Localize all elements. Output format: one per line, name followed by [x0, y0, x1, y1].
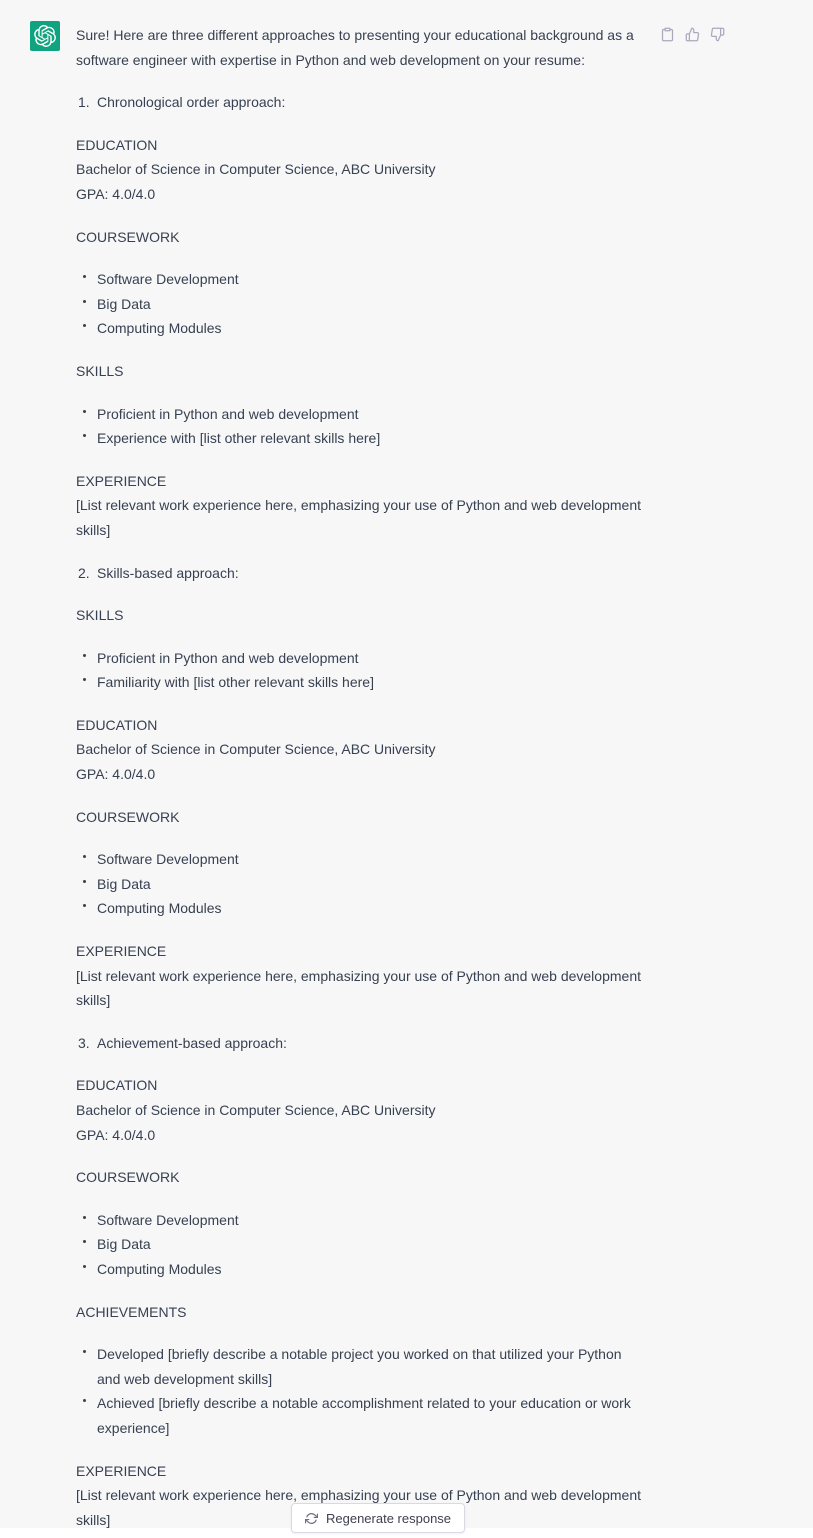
approach-title: Skills-based approach: — [97, 564, 239, 581]
regenerate-button[interactable] — [291, 1503, 465, 1533]
bullet-dot-icon — [83, 434, 86, 437]
bullet-text: Achieved [briefly describe a notable accomplishment related to your education or work experience] — [97, 1395, 631, 1436]
approach-item — [76, 90, 642, 115]
bullet-list — [76, 267, 642, 341]
bullet-item — [76, 292, 642, 317]
section-line: Bachelor of Science in Computer Science, ABC University — [76, 741, 436, 758]
section-paragraph — [76, 1165, 642, 1190]
bullet-text: Big Data — [97, 1236, 151, 1253]
section-heading: EXPERIENCE — [76, 1462, 167, 1479]
message-actions — [660, 27, 725, 42]
section-paragraph — [76, 805, 642, 830]
bullet-dot-icon — [83, 324, 86, 327]
section-paragraph — [76, 359, 642, 384]
bullet-item — [76, 872, 642, 897]
regenerate-label: Regenerate response — [326, 1510, 452, 1526]
bullet-item — [76, 426, 642, 451]
bullet-dot-icon — [83, 904, 86, 907]
section-paragraph — [76, 1073, 642, 1147]
approach-number: 1. — [78, 94, 90, 111]
bullet-dot-icon — [83, 1240, 86, 1243]
intro-paragraph: Sure! Here are three different approaches to presenting your educational background as a software engineer with expertise in Python and web development on your resume: — [76, 27, 634, 68]
bullet-text: Developed [briefly describe a notable project you worked on that utilized your Python and web development skills] — [97, 1346, 622, 1387]
section-paragraph — [76, 469, 642, 543]
approach-item — [76, 1031, 642, 1056]
refresh-icon — [305, 1512, 318, 1525]
section-heading: EXPERIENCE — [76, 472, 167, 489]
section-heading: EDUCATION — [76, 716, 158, 733]
bullet-dot-icon — [83, 1350, 86, 1353]
bullet-dot-icon — [83, 410, 86, 413]
section-paragraph — [76, 939, 642, 1013]
bullet-dot-icon — [83, 275, 86, 278]
bullet-item — [76, 670, 642, 695]
bullet-dot-icon — [83, 1265, 86, 1268]
bullet-dot-icon — [83, 300, 86, 303]
bullet-dot-icon — [83, 654, 86, 657]
thumbs-down-icon[interactable] — [710, 27, 725, 42]
bullet-item — [76, 402, 642, 427]
bullet-text: Computing Modules — [97, 320, 222, 337]
section-heading: COURSEWORK — [76, 808, 180, 825]
section-line: GPA: 4.0/4.0 — [76, 1126, 156, 1143]
thumbs-up-icon[interactable] — [685, 27, 700, 42]
approach-item — [76, 561, 642, 586]
bullet-text: Proficient in Python and web development — [97, 649, 359, 666]
approach-number: 3. — [78, 1034, 90, 1051]
bullet-item — [76, 267, 642, 292]
section-line: [List relevant work experience here, emphasizing your use of Python and web development skills] — [76, 1487, 641, 1528]
bullet-item — [76, 316, 642, 341]
bullet-text: Software Development — [97, 851, 239, 868]
bullet-text: Big Data — [97, 875, 151, 892]
section-heading: SKILLS — [76, 607, 124, 624]
bullet-item — [76, 1208, 642, 1233]
section-line: [List relevant work experience here, emphasizing your use of Python and web development skills] — [76, 497, 641, 538]
approach-number: 2. — [78, 564, 90, 581]
bullet-text: Proficient in Python and web development — [97, 405, 359, 422]
bullet-item — [76, 847, 642, 872]
section-heading: EXPERIENCE — [76, 943, 167, 960]
bullet-list — [76, 1208, 642, 1282]
section-paragraph — [76, 133, 642, 207]
bullet-dot-icon — [83, 1399, 86, 1402]
bullet-dot-icon — [83, 678, 86, 681]
bullet-text: Familiarity with [list other relevant skills here] — [97, 674, 374, 691]
bullet-text: Software Development — [97, 1211, 239, 1228]
openai-avatar — [30, 21, 60, 51]
bullet-text: Experience with [list other relevant skills here] — [97, 430, 381, 447]
bullet-item — [76, 1232, 642, 1257]
section-line: [List relevant work experience here, emphasizing your use of Python and web development skills] — [76, 967, 641, 1009]
section-line: Bachelor of Science in Computer Science, ABC University — [76, 1102, 436, 1118]
section-heading: ACHIEVEMENTS — [76, 1303, 187, 1320]
section-heading: EDUCATION — [76, 136, 158, 153]
bullet-list — [76, 402, 642, 451]
section-line: GPA: 4.0/4.0 — [76, 185, 156, 202]
bullet-item — [76, 1342, 642, 1391]
bullet-list — [76, 646, 642, 695]
bullet-item — [76, 1391, 642, 1440]
bullet-item — [76, 646, 642, 671]
bullet-text: Software Development — [97, 271, 239, 288]
bullet-item — [76, 1257, 642, 1282]
section-paragraph — [76, 603, 642, 628]
clipboard-icon[interactable] — [660, 27, 675, 42]
bullet-text: Computing Modules — [97, 900, 222, 917]
section-heading: COURSEWORK — [76, 1169, 180, 1186]
approach-title: Chronological order approach: — [97, 94, 286, 111]
bullet-dot-icon — [83, 880, 86, 883]
section-paragraph — [76, 225, 642, 250]
bullet-text: Big Data — [97, 295, 151, 312]
bullet-dot-icon — [83, 855, 86, 858]
bullet-dot-icon — [83, 1216, 86, 1219]
section-heading: COURSEWORK — [76, 228, 180, 245]
message-text — [76, 23, 642, 1528]
section-heading: EDUCATION — [76, 1077, 158, 1094]
approach-title: Achievement-based approach: — [97, 1034, 287, 1051]
bullet-item — [76, 896, 642, 921]
section-line: GPA: 4.0/4.0 — [76, 766, 156, 783]
bullet-text: Computing Modules — [97, 1260, 222, 1277]
bullet-list — [76, 847, 642, 921]
approaches-container — [76, 90, 642, 1528]
section-paragraph — [76, 1300, 642, 1325]
bullet-list — [76, 1342, 642, 1440]
section-line: Bachelor of Science in Computer Science, ABC University — [76, 161, 436, 178]
section-heading: SKILLS — [76, 362, 124, 379]
section-paragraph — [76, 713, 642, 787]
openai-logo-icon — [34, 25, 56, 47]
